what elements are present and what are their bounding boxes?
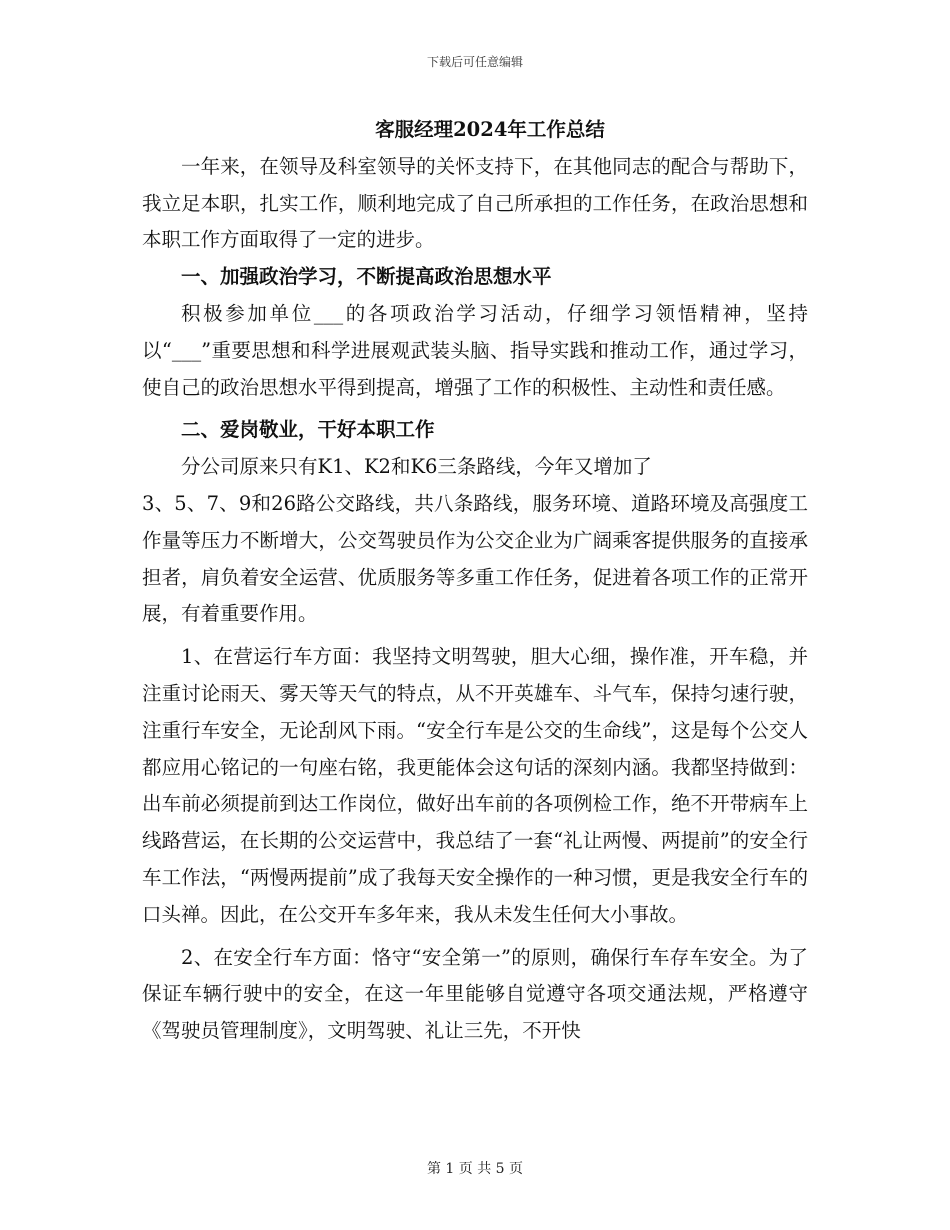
section-1-paragraph: 积极参加单位___的各项政治学习活动，仔细学习领悟精神，坚持以“___”重要思想和科学进展观武装头脑、指导实践和推动工作，通过学习，使自己的政治思想水平得到提高，增强了工作的积极性、主动性和责任感。 [142,301,808,399]
document-body [142,112,808,1050]
intro-paragraph: 一年来，在领导及科室领导的关怀支持下，在其他同志的配合与帮助下，我立足本职，扎实工作，顺利地完成了自己所承担的工作任务，在政治思想和本职工作方面取得了一定的进步。 [142,154,808,252]
operation-paragraph: 1、在营运行车方面：我坚持文明驾驶，胆大心细，操作准，开车稳，并注重讨论雨天、雾天等天气的特点，从不开英雄车、斗气车，保持匀速行驶，注重行车安全，无论刮风下雨。“安全行车是公交的生命线”，这是每个公交人都应用心铭记的一句座右铭，我更能体会这句话的深刻内涵。我都坚持做到：出车前必须提前到达工作岗位，做好出车前的各项例检工作，绝不开带病车上线路营运，在长期的公交运营中，我总结了一套“礼让两慢、两提前”的安全行车工作法，“两慢两提前”成了我每天安全操作的一种习惯，更是我安全行车的口头禅。因此，在公交开车多年来，我从未发生任何大小事故。 [142,645,808,926]
document-title: 客服经理2024年工作总结 [375,118,605,141]
section-heading-1: 一、加强政治学习，不断提高政治思想水平 [181,265,552,289]
section-heading-2: 二、爱岗敬业，干好本职工作 [181,418,435,442]
page-number: 第 1 页 共 5 页 [426,1161,524,1177]
header-note: 下载后可任意编辑 [426,55,523,69]
routes-paragraph: 3、5、7、9和26路公交路线，共八条路线，服务环境、道路环境及高强度工作量等压力不断增大，公交驾驶员作为公交企业为广阔乘客提供服务的直接承担者，肩负着安全运营、优质服务等多重工作任务，促进着各项工作的正常开展，有着重要作用。 [142,491,808,626]
safety-paragraph: 2、在安全行车方面：恪守“安全第一”的原则，确保行车存车安全。为了保证车辆行驶中的安全，在这一年里能够自觉遵守各项交通法规，严格遵守《驾驶员管理制度》，文明驾驶、礼让三先，不开快 [142,945,808,1043]
routes-intro-line: 分公司原来只有K1、K2和K6三条路线，今年又增加了 [181,455,652,479]
